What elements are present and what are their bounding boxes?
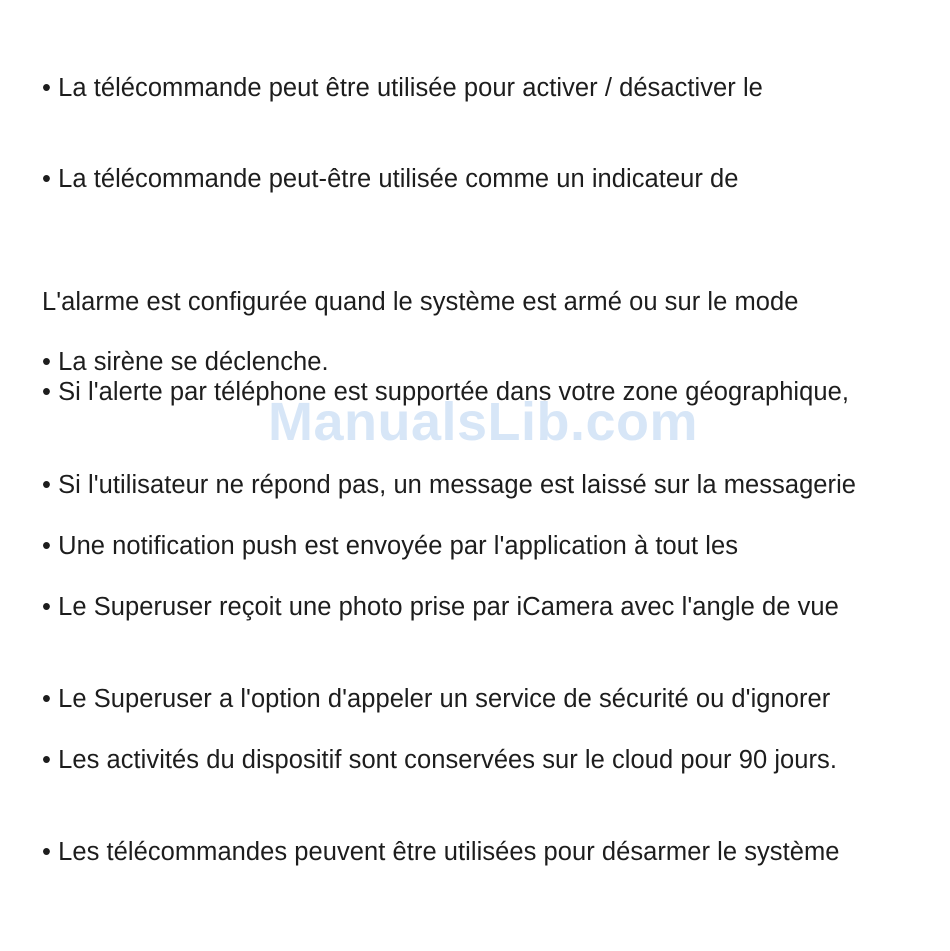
bullet-push-notification: • Une notification push est envoyée par l'application à tout les (42, 532, 739, 560)
bullet-phone-alert: • Si l'alerte par téléphone est supportée dans votre zone géographique, (42, 378, 849, 406)
bullet-cloud-storage: • Les activités du dispositif sont conservées sur le cloud pour 90 jours. (42, 746, 837, 774)
bullet-voicemail-message: • Si l'utilisateur ne répond pas, un message est laissé sur la messagerie (42, 471, 857, 499)
bullet-siren-triggers: • La sirène se déclenche. (42, 348, 329, 376)
bullet-remotes-disarm: • Les télécommandes peuvent être utilisées pour désarmer le système (42, 838, 840, 866)
alarm-configuration-paragraph: L'alarme est configurée quand le système est armé ou sur le mode (42, 288, 799, 316)
manualslib-watermark: ManualsLib.com (268, 392, 699, 452)
bullet-superuser-photo: • Le Superuser reçoit une photo prise par iCamera avec l'angle de vue (42, 593, 839, 621)
bullet-remote-indicator: • La télécommande peut-être utilisée comme un indicateur de (42, 165, 739, 193)
bullet-superuser-call-option: • Le Superuser a l'option d'appeler un service de sécurité ou d'ignorer (42, 685, 831, 713)
bullet-remote-activate: • La télécommande peut être utilisée pour activer / désactiver le (42, 74, 763, 102)
